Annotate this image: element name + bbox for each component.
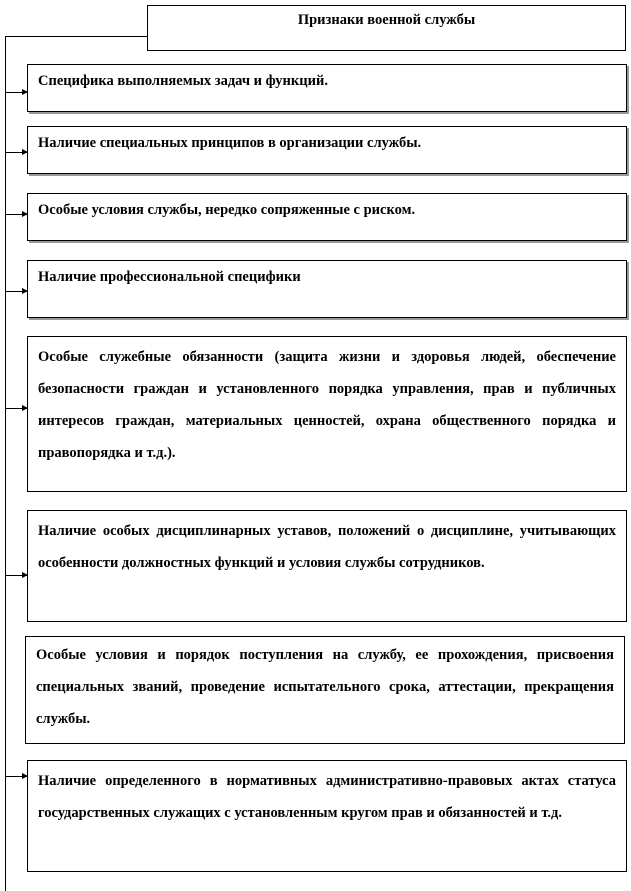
item-box-8: Наличие определенного в нормативных административно-правовых актах статуса государственных служащих с установленным кругом прав и обязанностей и т.д. [27, 760, 627, 872]
arrow-3 [5, 214, 27, 215]
arrow-1 [5, 92, 27, 93]
title-connector-line [5, 36, 147, 37]
main-connector-line [5, 36, 6, 891]
arrow-6 [5, 575, 27, 576]
item-box-4: Наличие профессиональной специфики [27, 260, 627, 318]
arrow-8 [5, 776, 27, 777]
item-box-7: Особые условия и порядок поступления на службу, ее прохождения, присвоения специальных званий, проведение испытательного срока, аттестации, прекращения службы. [25, 636, 625, 744]
item-box-1: Специфика выполняемых задач и функций. [27, 64, 627, 112]
arrow-2 [5, 152, 27, 153]
item-box-3: Особые условия службы, нередко сопряженные с риском. [27, 193, 627, 241]
item-box-6: Наличие особых дисциплинарных уставов, положений о дисциплине, учитывающих особенности должностных функций и условия службы сотрудников. [27, 510, 627, 622]
diagram-title: Признаки военной службы [147, 5, 626, 51]
arrow-5 [5, 408, 27, 409]
item-box-2: Наличие специальных принципов в организации службы. [27, 126, 627, 174]
arrow-4 [5, 291, 27, 292]
item-box-5: Особые служебные обязанности (защита жизни и здоровья людей, обеспечение безопасности граждан и установленного порядка управления, прав и публичных интересов граждан, материальных ценностей, охрана общественного порядка и правопорядка и т.д.). [27, 336, 627, 492]
